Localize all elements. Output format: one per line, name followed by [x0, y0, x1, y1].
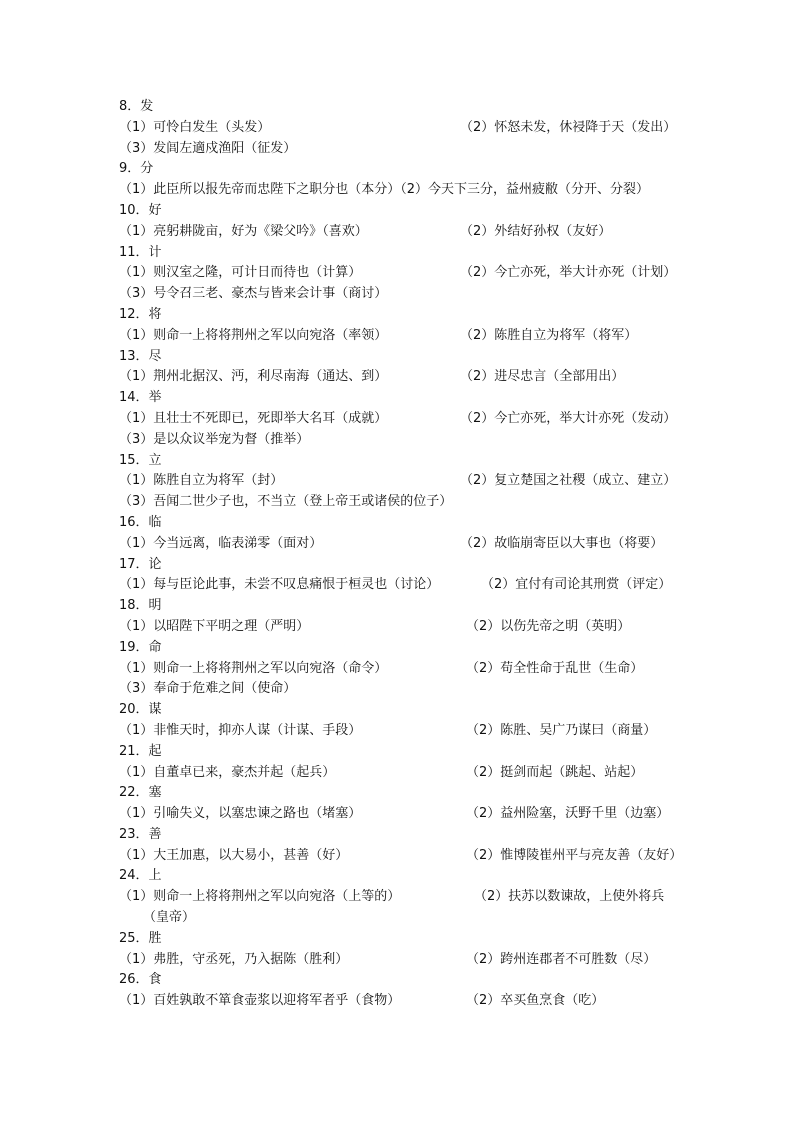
- sense-item: （1）引喻失义，以塞忠谏之路也（堵塞）: [119, 806, 362, 822]
- document-body: [119, 97, 719, 1012]
- entry: [119, 305, 719, 347]
- sense-item: （1）此臣所以报先帝而忠陛下之职分也（本分）（2）今天下三分，益州疲敝（分开、分裂）: [119, 182, 650, 198]
- sense-item: （1）则命一上将将荆州之军以向宛洛（命令）: [119, 660, 388, 676]
- entry-row: [119, 534, 719, 555]
- sense-item: （1）且壮士不死即已，死即举大名耳（成就）: [119, 410, 388, 426]
- sense-item: （1）今当远离，临表涕零（面对）: [119, 535, 323, 551]
- sense-item: （3）发闾左適戍渔阳（征发）: [119, 140, 297, 156]
- entry: [119, 638, 719, 700]
- entry: [119, 970, 719, 1012]
- entry-row: [119, 991, 719, 1012]
- entry: [119, 929, 719, 971]
- sense-item: （1）则命一上将将荆州之军以向宛洛（上等的）: [119, 889, 401, 905]
- sense-item: （2）今亡亦死，举大计亦死（发动）: [460, 410, 677, 426]
- entry-row: [119, 471, 719, 492]
- sense-item: （1）弗胜，守丞死，乃入据陈（胜利）: [119, 951, 349, 967]
- sense-item: （2）进尽忠言（全部用出）: [460, 369, 625, 385]
- sense-item-continuation: （皇帝）: [143, 910, 196, 926]
- entry-row: [119, 492, 719, 513]
- entry-heading: 21．起: [119, 743, 162, 759]
- sense-item: （2）以伤先帝之明（英明）: [466, 618, 631, 634]
- entry-row: [119, 721, 719, 742]
- sense-item: （2）今亡亦死，举大计亦死（计划）: [460, 265, 677, 281]
- sense-item: （3）吾闻二世少子也，不当立（登上帝王或诸侯的位子）: [119, 494, 453, 510]
- entry-row: [119, 326, 719, 347]
- sense-item: （2）宜付有司论其刑赏（评定）: [481, 577, 672, 593]
- entry-heading: 11．计: [119, 244, 162, 260]
- entry-row: [119, 950, 719, 971]
- entry: [119, 243, 719, 305]
- entry: [119, 783, 719, 825]
- entry-row: [119, 679, 719, 700]
- entry: [119, 97, 719, 159]
- sense-item: （2）扶苏以数谏故，上使外将兵: [474, 889, 665, 905]
- sense-item: （1）自董卓已来，豪杰并起（起兵）: [119, 764, 336, 780]
- entry-row: [119, 180, 719, 201]
- entry-row: [119, 139, 719, 160]
- entry-row: [119, 575, 719, 596]
- sense-item: （2）挺剑而起（跳起、站起）: [466, 764, 644, 780]
- sense-item: （2）复立楚国之社稷（成立、建立）: [460, 473, 677, 489]
- entry-row: [119, 617, 719, 638]
- entry: [119, 825, 719, 867]
- entry-row: [119, 118, 719, 139]
- sense-item: （2）怀怒未发，休祲降于天（发出）: [460, 119, 677, 135]
- entry-heading: 13．尽: [119, 348, 162, 364]
- sense-item: （2）陈胜自立为将军（将军）: [460, 327, 638, 343]
- entry-row: [119, 409, 719, 430]
- entry-row: [119, 887, 719, 929]
- entry-row: [119, 430, 719, 451]
- sense-item: （1）每与臣论此事，未尝不叹息痛恨于桓灵也（讨论）: [119, 577, 440, 593]
- sense-item: （1）则汉室之隆，可计日而待也（计算）: [119, 265, 362, 281]
- entry-heading: 25．胜: [119, 930, 162, 946]
- sense-item: （1）可怜白发生（头发）: [119, 119, 271, 135]
- sense-item: （2）跨州连郡者不可胜数（尽）: [466, 951, 657, 967]
- entry-heading: 23．善: [119, 826, 162, 842]
- entry-row: [119, 659, 719, 680]
- entry-heading: 26．食: [119, 972, 162, 988]
- entry-heading: 16．临: [119, 514, 162, 530]
- entry: [119, 596, 719, 638]
- entry: [119, 451, 719, 513]
- entry-heading: 14．举: [119, 390, 162, 406]
- sense-item: （1）则命一上将将荆州之军以向宛洛（率领）: [119, 327, 388, 343]
- sense-item: （1）以昭陛下平明之理（严明）: [119, 618, 310, 634]
- sense-item: （1）百姓孰敢不箪食壶浆以迎将军者乎（食物）: [119, 993, 401, 1009]
- sense-item: （1）荆州北据汉、沔，利尽南海（通达、到）: [119, 369, 388, 385]
- entry: [119, 159, 719, 201]
- sense-item: （1）亮躬耕陇亩，好为《梁父吟》（喜欢）: [119, 223, 368, 239]
- entry-row: [119, 367, 719, 388]
- sense-item: （3）是以众议举宠为督（推举）: [119, 431, 310, 447]
- sense-item: （2）卒买鱼烹食（吃）: [466, 993, 605, 1009]
- entry-heading: 15．立: [119, 452, 162, 468]
- sense-item: （1）陈胜自立为将军（封）: [119, 473, 284, 489]
- entry: [119, 513, 719, 555]
- entry-row: [119, 263, 719, 284]
- sense-item: （2）惟博陵崔州平与亮友善（友好）: [466, 847, 683, 863]
- sense-item: （3）号令召三老、豪杰与皆来会计事（商讨）: [119, 286, 388, 302]
- entry: [119, 347, 719, 389]
- sense-item: （1）大王加惠，以大易小，甚善（好）: [119, 847, 349, 863]
- entry-heading: 9．分: [119, 161, 154, 177]
- entry: [119, 388, 719, 450]
- entry: [119, 866, 719, 928]
- entry: [119, 201, 719, 243]
- entry-heading: 8．发: [119, 99, 154, 114]
- sense-item: （2）苟全性命于乱世（生命）: [466, 660, 644, 676]
- entry-row: [119, 222, 719, 243]
- entry: [119, 700, 719, 742]
- sense-item: （2）外结好孙权（友好）: [460, 223, 612, 239]
- entry-heading: 18．明: [119, 598, 162, 614]
- entry-heading: 12．将: [119, 306, 162, 322]
- entry-row: [119, 284, 719, 305]
- sense-item: （2）故临崩寄臣以大事也（将要）: [460, 535, 664, 551]
- sense-item: （2）益州险塞，沃野千里（边塞）: [466, 806, 670, 822]
- entry-heading: 17．论: [119, 556, 162, 572]
- entry-heading: 10．好: [119, 202, 162, 218]
- entry-heading: 20．谋: [119, 702, 162, 718]
- entry-row: [119, 846, 719, 867]
- entry-heading: 24．上: [119, 868, 162, 884]
- entry-heading: 19．命: [119, 639, 162, 655]
- entry-heading: 22．塞: [119, 785, 162, 801]
- entry: [119, 555, 719, 597]
- entry-row: [119, 804, 719, 825]
- sense-item: （3）奉命于危难之间（使命）: [119, 681, 297, 697]
- entry-row: [119, 763, 719, 784]
- sense-item: （1）非惟天时，抑亦人谋（计谋、手段）: [119, 722, 362, 738]
- entry: [119, 742, 719, 784]
- sense-item: （2）陈胜、吴广乃谋曰（商量）: [466, 722, 657, 738]
